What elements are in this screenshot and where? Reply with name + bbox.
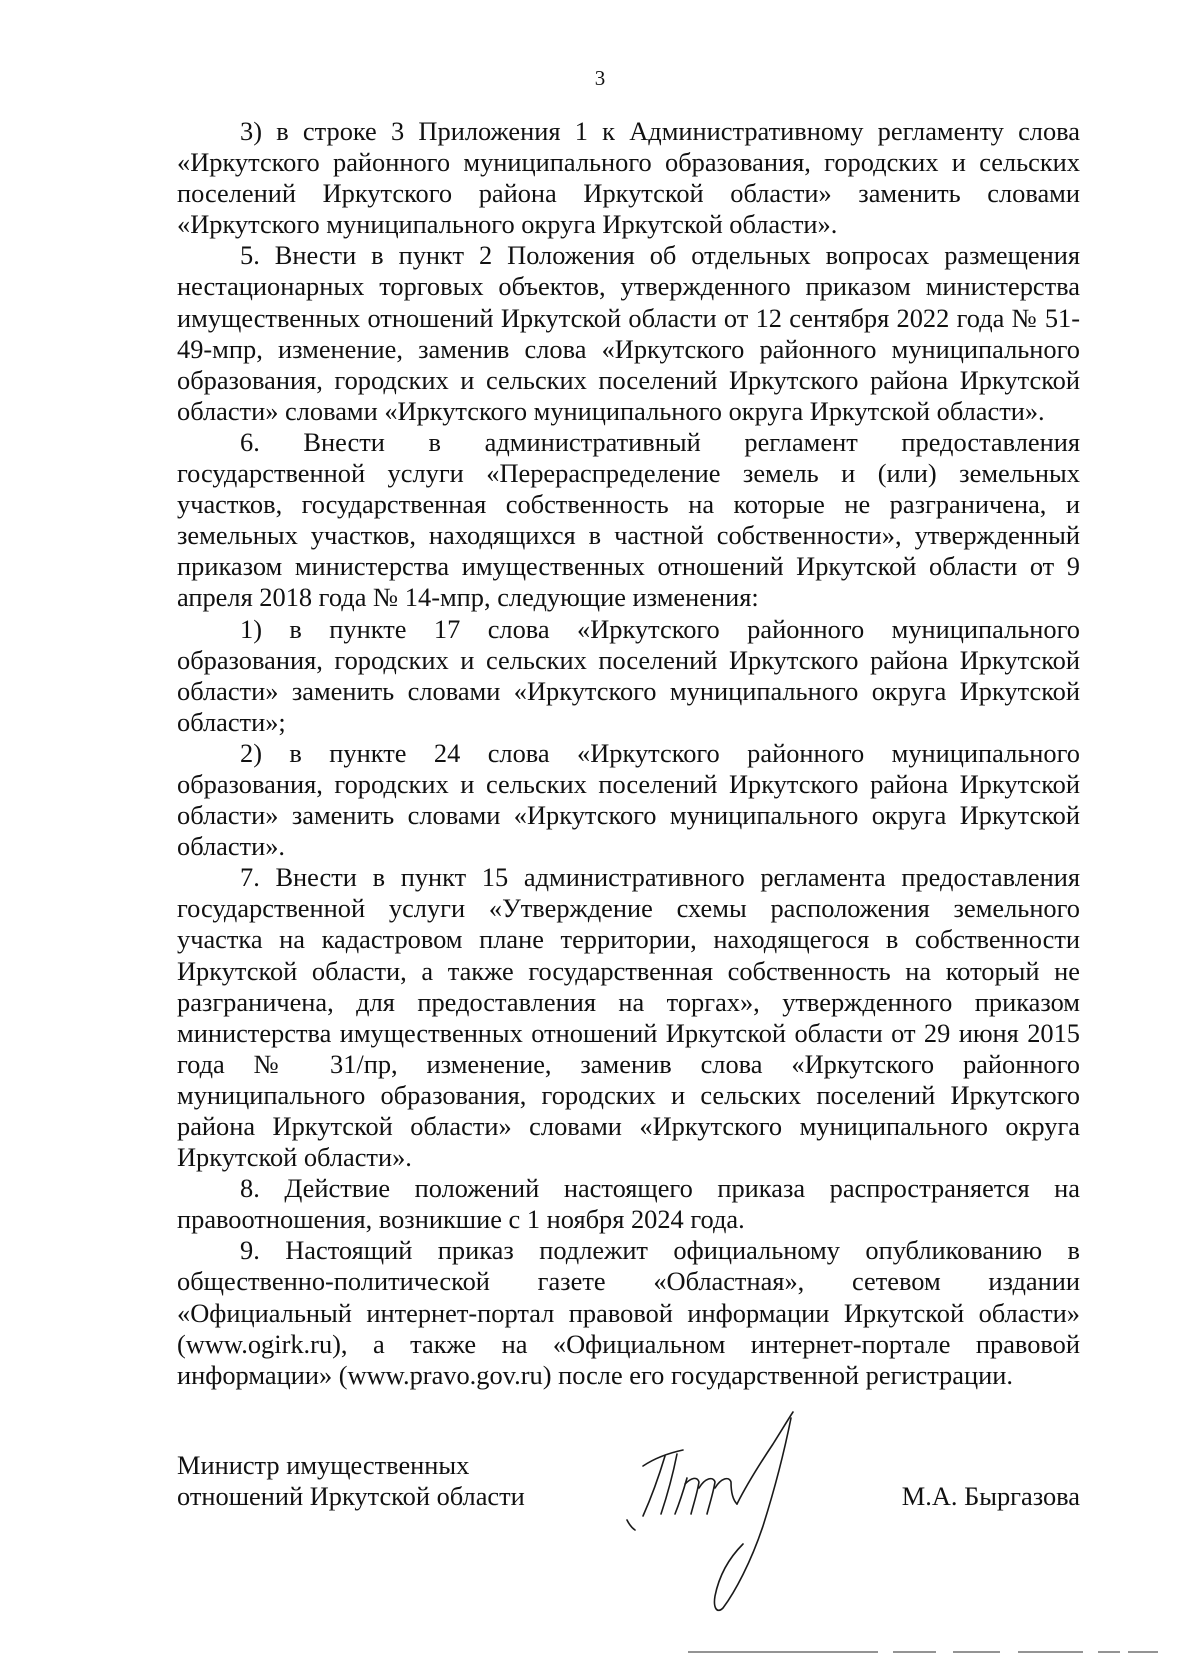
handwritten-signature — [625, 1408, 855, 1618]
document-body — [177, 116, 1080, 1391]
signer-title-line-1: Министр имущественных — [177, 1450, 470, 1480]
paragraph-subitem-1: 1) в пункте 17 слова «Иркутского районного муниципального образования, городских и сельских поселений Иркутского района Иркутской области» заменить словами «Иркутского муниципального округа Иркутской области»; — [177, 613, 1080, 737]
signature-block — [177, 1450, 1080, 1590]
paragraph-subitem-3: 3) в строке 3 Приложения 1 к Административному регламенту слова «Иркутского районного муниципального образования, городских и сельских поселений Иркутского района Иркутской области» заменить словами «Иркутского муниципального округа Иркутской области». — [177, 116, 1080, 240]
paragraph-item-8: 8. Действие положений настоящего приказа распространяется на правоотношения, возникшие с 1 ноября 2024 года. — [177, 1173, 1080, 1235]
paragraph-item-5: 5. Внести в пункт 2 Положения об отдельных вопросах размещения нестационарных торговых объектов, утвержденного приказом министерства имущественных отношений Иркутской области от 12 сентября 2022 года № 51-49-мпр, изменение, заменив слова «Иркутского районного муниципального образования, городских и сельских поселений Иркутского района Иркутской области» словами «Иркутского муниципального округа Иркутской области». — [177, 240, 1080, 426]
page-number: 3 — [594, 66, 606, 90]
bottom-scan-line — [688, 1649, 1158, 1655]
paragraph-subitem-2: 2) в пункте 24 слова «Иркутского районного муниципального образования, городских и сельских поселений Иркутского района Иркутской области» заменить словами «Иркутского муниципального округа Иркутской области». — [177, 737, 1080, 862]
paragraph-item-6: 6. Внести в административный регламент предоставления государственной услуги «Перераспределение земель и (или) земельных участков, государственная собственность на которые не разграничена, и земельных участков, находящихся в частной собственности», утвержденный приказом министерства имущественных отношений Иркутской области от 9 апреля 2018 года № 14-мпр, следующие изменения: — [177, 426, 1080, 613]
signer-title-line-2: отношений Иркутской области — [177, 1481, 525, 1512]
paragraph-item-7: 7. Внести в пункт 15 административного регламента предоставления государственной услуги «Утверждение схемы расположения земельного участка на кадастровом плане территории, находящегося в собственности Иркутской области, а также государственная собственность на который не разграничена, для предоставления на торгах», утвержденного приказом министерства имущественных отношений Иркутской области от 29 июня 2015 года № 31/пр, изменение, заменив слова «Иркутского районного муниципального образования, городских и сельских поселений Иркутского района Иркутской области» словами «Иркутского муниципального округа Иркутской области». — [177, 862, 1080, 1173]
signer-name: М.А. Быргазова — [901, 1481, 1080, 1511]
signer-title — [177, 1450, 525, 1512]
paragraph-item-9: 9. Настоящий приказ подлежит официальному опубликованию в общественно-политической газете «Областная», сетевом издании «Официальный интернет-портал правовой информации Иркутской области» (www.ogirk.ru), а также на «Официальном интернет-портале правовой информации» (www.pravo.gov.ru) после его государственной регистрации. — [177, 1235, 1080, 1390]
